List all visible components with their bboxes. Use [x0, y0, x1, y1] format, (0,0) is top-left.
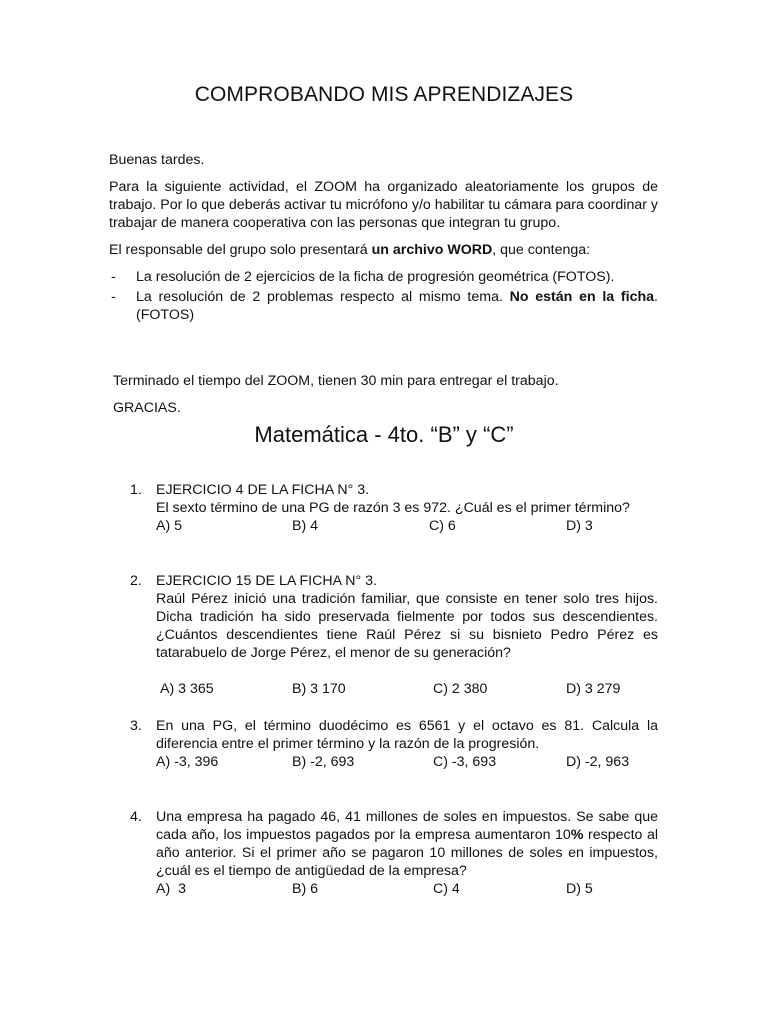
question-1	[130, 481, 658, 535]
option-a: A) -3, 396	[156, 754, 219, 770]
answer-options	[156, 680, 658, 698]
deliverable-list	[109, 268, 658, 324]
answer-options	[156, 880, 658, 898]
question-text-end: respecto al año anterior. Si el primer año se pagaron 10 millones de soles en impuestos, ¿cuál es el tiempo de antigüedad de la empresa?	[156, 827, 658, 879]
option-b: B) 3 170	[292, 681, 346, 697]
question-heading: EJERCICIO 15 DE LA FICHA N° 3.	[156, 573, 377, 589]
deliverable-text: El responsable del grupo solo presentará	[109, 242, 372, 258]
thanks: GRACIAS.	[113, 400, 181, 416]
instructions	[109, 151, 658, 326]
answer-options	[156, 517, 658, 535]
deliverable-emphasis: un archivo WORD	[371, 242, 493, 258]
option-d: D) -2, 963	[566, 754, 630, 770]
question-heading: EJERCICIO 4 DE LA FICHA N° 3.	[156, 482, 370, 498]
page-title: COMPROBANDO MIS APRENDIZAJES	[194, 83, 574, 106]
option-d: D) 5	[566, 881, 593, 897]
deadline-note: Terminado el tiempo del ZOOM, tienen 30 min para entregar el trabajo.	[113, 373, 559, 389]
instructions-paragraph: Para la siguiente actividad, el ZOOM ha organizado aleatoriamente los grupos de trabajo. Por lo que deberás activar tu micrófono y/o habilitar tu cámara para coordinar y trabajar de manera cooperativa con las personas que integran tu grupo.	[109, 179, 658, 231]
list-item-text: La resolución de 2 problemas respecto al mismo tema.	[136, 289, 510, 305]
question-4	[130, 808, 658, 898]
greeting: Buenas tardes.	[109, 152, 205, 168]
answer-options	[156, 753, 658, 771]
option-b: B) -2, 693	[292, 754, 355, 770]
question-number: 2.	[130, 573, 142, 589]
deliverable-text-end: , que contenga:	[492, 242, 591, 258]
option-a: A) 3 365	[160, 681, 214, 697]
question-text: En una PG, el término duodécimo es 6561 y el octavo es 81. Calcula la diferencia entre el primer término y la razón de la progresión.	[156, 718, 658, 752]
question-number: 4.	[130, 809, 142, 825]
list-item	[109, 288, 658, 324]
list-item-text: La resolución de 2 ejercicios de la ficha de progresión geométrica (FOTOS).	[136, 269, 615, 285]
question-3	[130, 717, 658, 771]
question-text: El sexto término de una PG de razón 3 es 972. ¿Cuál es el primer término?	[156, 500, 630, 516]
question-2	[130, 572, 658, 698]
question-text-start: Una empresa ha pagado 46, 41 millones de soles en impuestos. Se sabe que cada año, los impuestos pagados por la empresa aumentaron 10	[156, 809, 658, 843]
deliverable-paragraph	[109, 241, 658, 259]
dash-bullet: -	[111, 269, 116, 285]
option-c: C) 2 380	[433, 681, 488, 697]
closing	[113, 372, 559, 426]
option-b: B) 6	[292, 881, 319, 897]
option-b: B) 4	[292, 518, 319, 534]
list-item	[109, 268, 658, 286]
list-item-text-end: . (FOTOS)	[136, 289, 658, 323]
question-number: 1.	[130, 482, 142, 498]
option-d: D) 3	[566, 518, 593, 534]
question-text	[156, 808, 658, 880]
option-c: C) -3, 693	[433, 754, 497, 770]
option-a: A) 3	[156, 881, 186, 897]
list-item-emphasis: No están en la ficha	[509, 289, 655, 305]
section-title: Matemática - 4to. “B” y “C”	[254, 422, 514, 447]
question-text: Raúl Pérez inició una tradición familiar, que consiste en tener solo tres hijos. Dicha tradición ha sido preservada fielmente por todos sus descendientes. ¿Cuántos descendientes tiene Raúl Pérez si su bisnieto Pedro Pérez es tatarabuelo de Jorge Pérez, el menor de su generación?	[156, 591, 658, 661]
percent-sign: %	[570, 827, 584, 843]
dash-bullet: -	[111, 289, 116, 305]
option-a: A) 5	[156, 518, 183, 534]
option-c: C) 4	[433, 881, 460, 897]
question-number: 3.	[130, 718, 142, 734]
option-c: C) 6	[429, 518, 456, 534]
option-d: D) 3 279	[566, 681, 621, 697]
